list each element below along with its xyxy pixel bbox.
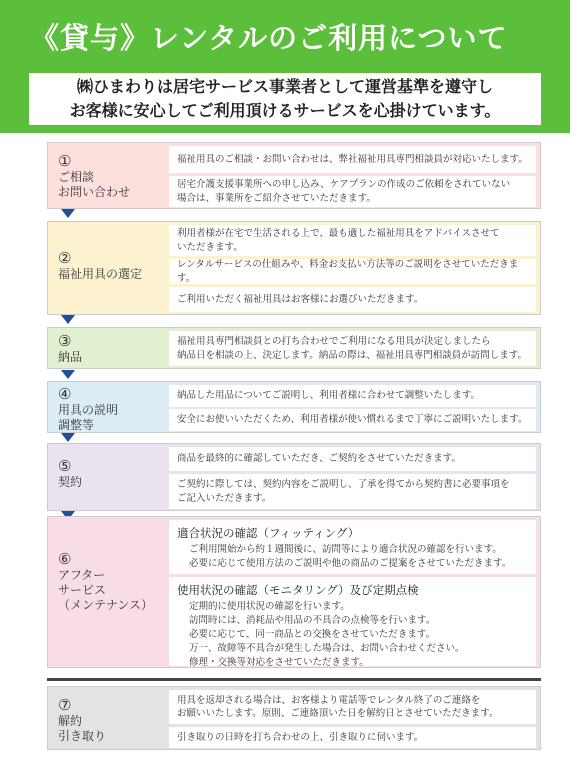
- step-5-number: ⑤: [58, 457, 72, 475]
- step-6-number: ⑥: [58, 550, 72, 568]
- step-6-section: [47, 516, 541, 668]
- step-2-title: 福祉用具の選定: [58, 267, 143, 281]
- step-6-title: アフター サービス （メンテナンス）: [58, 568, 154, 612]
- step-6-fitting-heading: 適合状況の確認（フィッティング）: [177, 526, 360, 540]
- step-6-fitting-body: ご利用開始から約１週間後に、訪問等により適合状況の確認を行います。 必要に応じて使用方法のご説明や他の商品のご提案をさせていただきます。: [189, 544, 512, 569]
- step-1-item-1: 福祉用具のご相談・お問い合わせは、弊社福祉用具専門相談員が対応いたします。: [169, 146, 536, 173]
- step-6-monitoring: [169, 577, 536, 666]
- flow-arrow-icon: [61, 315, 75, 324]
- step-1-label: [58, 153, 130, 200]
- intro-line-2: お客様に安心してご利用頂けるサービスを心掛けています。: [69, 101, 501, 120]
- step-2-section: [47, 221, 541, 315]
- step-1-section: [47, 142, 541, 209]
- step-2-item-3: ご利用いただく福祉用具はお客様にお選びいただきます。: [169, 287, 536, 312]
- section-divider: [47, 678, 541, 681]
- step-7-number: ⑦: [58, 696, 72, 714]
- step-2-label: [58, 250, 142, 282]
- step-3-label: [58, 333, 82, 365]
- step-7-title: 解約 引き取り: [58, 714, 107, 743]
- step-3-section: [47, 327, 541, 369]
- step-4-section: [47, 381, 541, 433]
- step-4-item-1: 納品した用品についてご説明し、利用者様に合わせて調整いたします。: [169, 385, 536, 407]
- step-3-number: ③: [58, 332, 72, 350]
- step-7-item-2: 引き取りの日時を打ち合わせの上、引き取りに伺います。: [169, 727, 536, 748]
- step-7-section: [47, 686, 541, 750]
- step-1-item-2: 居宅介護支援事業所への申し込み、ケアプランの作成のご依頼をされていない 場合は、事業所をご紹介させていただきます。: [169, 176, 536, 207]
- step-5-item-1: 商品を最終的に確認していただき、ご契約をさせていただきます。: [169, 447, 536, 471]
- step-2-number: ②: [58, 249, 72, 267]
- intro-box: [26, 70, 544, 128]
- step-7-item-1: 用具を返却される場合は、お客様より電話等でレンタル終了のご連絡を お願いいたします。原則、ご連絡頂いた日を解約日とさせていただきます。: [169, 690, 536, 724]
- step-6-fitting: [169, 520, 536, 574]
- step-6-monitoring-heading: 使用状況の確認（モニタリング）及び定期点検: [177, 583, 419, 597]
- page-title: 《貸与》レンタルのご利用について: [30, 21, 508, 55]
- step-4-item-2: 安全にお使いいただくため、利用者様が使い慣れるまで丁寧にご説明いたします。: [169, 409, 536, 431]
- step-3-title: 納品: [58, 350, 83, 364]
- step-1-number: ①: [58, 152, 72, 170]
- step-4-title: 用具の説明 調整等: [58, 403, 119, 432]
- flow-arrow-icon: [61, 433, 75, 442]
- intro-line-1: ㈱ひまわりは居宅サービス事業者として運営基準を遵守し: [76, 77, 493, 96]
- step-2-item-2: レンタルサービスの仕組みや、料金お支払い方法等のご説明をさせていただきます。: [169, 259, 536, 284]
- step-5-label: [58, 458, 82, 490]
- flow-arrow-icon: [61, 370, 75, 379]
- flow-arrow-icon: [61, 209, 75, 218]
- step-4-label: [58, 386, 118, 433]
- step-2-item-1: 利用者様が在宅で生活される上で、最も適した福祉用具をアドバイスさせて いただきます。: [169, 225, 536, 256]
- step-7-label: [58, 697, 106, 744]
- step-6-label: [58, 551, 153, 613]
- step-4-number: ④: [58, 385, 72, 403]
- step-3-item-1: 福祉用具専門相談員との打ち合わせでご利用になる用具が決定しましたら 納品日を相談の上、決定します。納品の際は、福祉用具専門相談員が訪問します。: [169, 331, 536, 366]
- step-6-monitoring-body: 定期的に使用状況の確認を行います。 訪問時には、消耗品や用品の不具合の点検等を行います。 必要に応じて、同一商品との交換をさせていただきます。 万一、故障等不具合が発生した場合は、お問い合わせください。 修理・交換等対応をさせていただきます。: [189, 601, 465, 668]
- step-5-section: [47, 443, 541, 511]
- step-5-title: 契約: [58, 475, 83, 489]
- step-1-title: ご相談 お問い合わせ: [58, 170, 131, 199]
- step-5-item-2: ご契約に際しては、契約内容をご説明し、了承を得てから契約書に必要事項を ご記入いただきます。: [169, 474, 536, 509]
